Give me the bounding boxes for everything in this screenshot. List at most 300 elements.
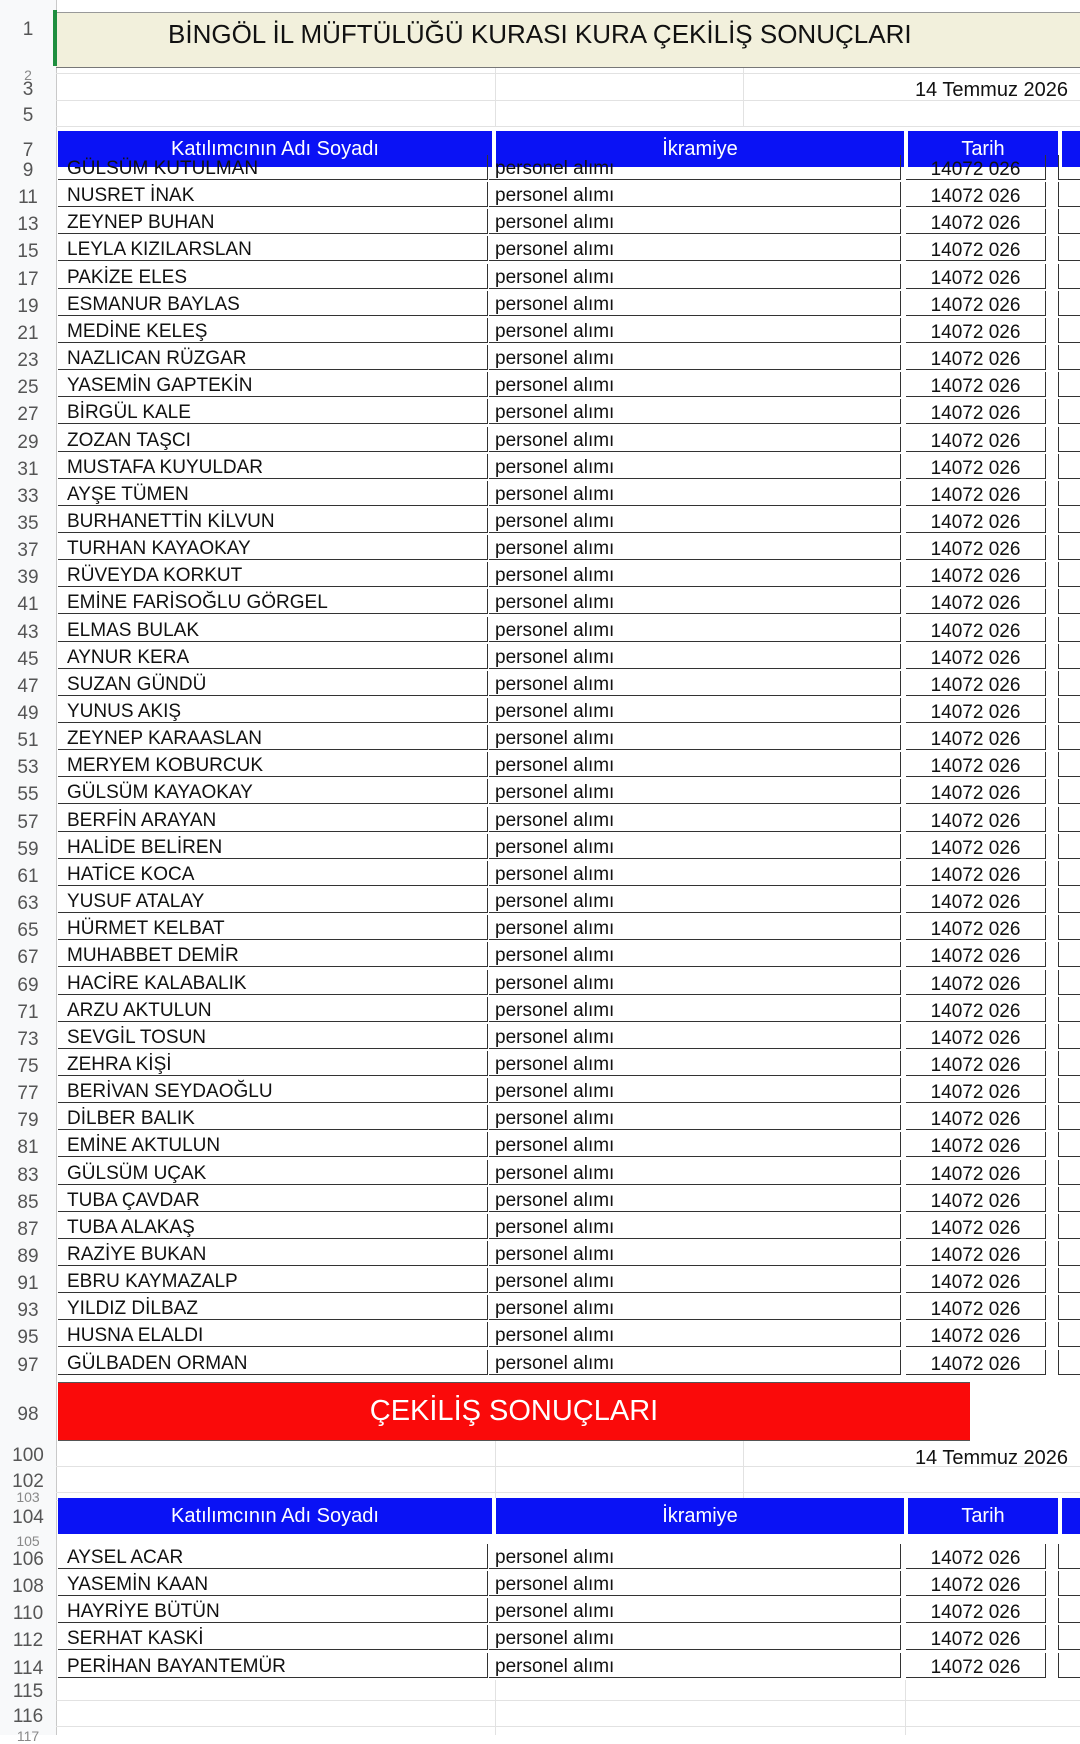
empty-cell[interactable]	[1058, 236, 1080, 261]
empty-cell[interactable]	[1058, 888, 1080, 913]
empty-cell[interactable]	[1058, 454, 1080, 479]
row-number[interactable]: 95	[17, 1327, 39, 1349]
empty-cell[interactable]	[1058, 589, 1080, 614]
participant-name-cell[interactable]: ZEYNEP KARAASLAN	[58, 725, 488, 750]
prize-cell[interactable]: personel alımı	[489, 1544, 901, 1569]
empty-cell[interactable]	[1058, 1132, 1080, 1157]
participant-name-cell[interactable]: RÜVEYDA KORKUT	[58, 562, 488, 587]
empty-cell[interactable]	[1058, 399, 1080, 424]
empty-cell[interactable]	[1058, 942, 1080, 967]
date-value-cell[interactable]: 14072 026	[906, 372, 1046, 397]
row-number[interactable]: 87	[17, 1218, 39, 1240]
date-value-cell[interactable]: 14072 026	[906, 1322, 1046, 1347]
empty-cell[interactable]	[1058, 1322, 1080, 1347]
row-number[interactable]: 47	[17, 675, 39, 697]
prize-cell[interactable]: personel alımı	[489, 942, 901, 967]
prize-cell[interactable]: personel alımı	[489, 508, 901, 533]
row-number[interactable]: 110	[12, 1603, 44, 1625]
date-value-cell[interactable]: 14072 026	[906, 182, 1046, 207]
table-row	[58, 291, 1080, 317]
prize-cell[interactable]: personel alımı	[489, 861, 901, 886]
empty-cell[interactable]	[1058, 1653, 1080, 1678]
participant-name-cell[interactable]: HAYRİYE BÜTÜN	[58, 1598, 488, 1623]
date-value-cell[interactable]: 14072 026	[906, 155, 1046, 180]
participant-name-cell[interactable]: EMİNE FARİSOĞLU GÖRGEL	[58, 589, 488, 614]
empty-cell[interactable]	[1058, 508, 1080, 533]
empty-cell[interactable]	[1058, 345, 1080, 370]
prize-cell[interactable]: personel alımı	[489, 236, 901, 261]
participant-name-cell[interactable]: YUNUS AKIŞ	[58, 698, 488, 723]
row-number[interactable]: 59	[17, 838, 39, 860]
prize-cell[interactable]: personel alımı	[489, 454, 901, 479]
date-value-cell[interactable]: 14072 026	[906, 1160, 1046, 1185]
empty-cell[interactable]	[1058, 1598, 1080, 1623]
row-number[interactable]: 11	[18, 187, 38, 209]
row-number[interactable]: 71	[17, 1001, 39, 1023]
empty-cell[interactable]	[1058, 970, 1080, 995]
row-number[interactable]: 69	[17, 974, 39, 996]
prize-cell[interactable]: personel alımı	[489, 318, 901, 343]
grid-line	[56, 1492, 1080, 1493]
participant-name-cell[interactable]: LEYLA KIZILARSLAN	[58, 236, 488, 261]
table-row	[58, 182, 1080, 208]
row-number[interactable]: 103	[16, 1489, 40, 1505]
participant-name-cell[interactable]: PAKİZE ELES	[58, 264, 488, 289]
row-number[interactable]: 21	[17, 322, 39, 344]
date-cell[interactable]: 14 Temmuz 2026	[914, 1447, 1068, 1469]
date-value-cell[interactable]: 14072 026	[906, 291, 1046, 316]
participant-name-cell[interactable]: BERİVAN SEYDAOĞLU	[58, 1078, 488, 1103]
row-number[interactable]: 85	[17, 1191, 39, 1213]
empty-cell[interactable]	[1058, 1295, 1080, 1320]
empty-cell[interactable]	[1058, 1625, 1080, 1650]
prize-cell[interactable]: personel alımı	[489, 372, 901, 397]
row-number[interactable]: 23	[17, 350, 39, 372]
date-value-cell[interactable]: 14072 026	[906, 399, 1046, 424]
participant-name-cell[interactable]: YILDIZ DİLBAZ	[58, 1295, 488, 1320]
row-number[interactable]: 17	[17, 268, 39, 290]
prize-cell[interactable]: personel alımı	[489, 1187, 901, 1212]
prize-cell[interactable]: personel alımı	[489, 617, 901, 642]
empty-cell[interactable]	[1058, 264, 1080, 289]
participant-name-cell[interactable]: SEVGİL TOSUN	[58, 1024, 488, 1049]
column-header-prize[interactable]: İkramiye	[662, 137, 738, 160]
table-row	[58, 1268, 1080, 1294]
empty-cell[interactable]	[1058, 779, 1080, 804]
prize-cell[interactable]: personel alımı	[489, 481, 901, 506]
row-number[interactable]: 81	[17, 1137, 39, 1159]
prize-cell[interactable]: personel alımı	[489, 1571, 901, 1596]
row-number[interactable]: 29	[17, 431, 39, 453]
empty-cell[interactable]	[1058, 861, 1080, 886]
date-value-cell[interactable]: 14072 026	[906, 1625, 1046, 1650]
empty-cell[interactable]	[1058, 427, 1080, 452]
empty-cell[interactable]	[1058, 1214, 1080, 1239]
row-number[interactable]: 115	[12, 1681, 44, 1702]
date-value-cell[interactable]: 14072 026	[906, 318, 1046, 343]
table-row	[58, 1322, 1080, 1348]
participant-name-cell[interactable]: SUZAN GÜNDÜ	[58, 671, 488, 696]
prize-cell[interactable]: personel alımı	[489, 535, 901, 560]
date-value-cell[interactable]: 14072 026	[906, 779, 1046, 804]
date-value-cell[interactable]: 14072 026	[906, 454, 1046, 479]
empty-cell[interactable]	[1058, 834, 1080, 859]
title-cell[interactable]	[56, 12, 1080, 68]
row-number[interactable]: 65	[17, 920, 39, 942]
row-number[interactable]: 53	[17, 757, 39, 779]
prize-cell[interactable]: personel alımı	[489, 1214, 901, 1239]
row-number[interactable]: 57	[17, 811, 39, 833]
row-number[interactable]: 104	[12, 1507, 44, 1528]
participant-name-cell[interactable]: ELMAS BULAK	[58, 617, 488, 642]
row-number[interactable]: 45	[17, 648, 39, 670]
prize-cell[interactable]: personel alımı	[489, 1132, 901, 1157]
prize-cell[interactable]: personel alımı	[489, 779, 901, 804]
prize-cell[interactable]: personel alımı	[489, 915, 901, 940]
table-row	[58, 1078, 1080, 1104]
row-number[interactable]: 37	[17, 540, 39, 562]
empty-cell[interactable]	[1058, 182, 1080, 207]
empty-cell[interactable]	[1058, 807, 1080, 832]
participant-name-cell[interactable]: ZOZAN TAŞCI	[58, 427, 488, 452]
row-number[interactable]: 108	[12, 1576, 44, 1598]
participant-name-cell[interactable]: BURHANETTİN KİLVUN	[58, 508, 488, 533]
date-value-cell[interactable]: 14072 026	[906, 752, 1046, 777]
prize-cell[interactable]: personel alımı	[489, 970, 901, 995]
date-value-cell[interactable]: 14072 026	[906, 861, 1046, 886]
row-number[interactable]: 114	[12, 1657, 44, 1679]
row-number[interactable]: 112	[12, 1630, 44, 1652]
participant-name-cell[interactable]: GÜLBADEN ORMAN	[58, 1350, 488, 1375]
participant-name-cell[interactable]: NUSRET İNAK	[58, 182, 488, 207]
date-value-cell[interactable]: 14072 026	[906, 1132, 1046, 1157]
participant-name-cell[interactable]: YUSUF ATALAY	[58, 888, 488, 913]
results-banner-text: ÇEKİLİŞ SONUÇLARI	[369, 1395, 659, 1427]
column-divider	[1058, 1498, 1062, 1534]
row-number[interactable]: 39	[17, 567, 39, 589]
table-row	[58, 644, 1080, 670]
date-value-cell[interactable]: 14072 026	[906, 1350, 1046, 1375]
date-value-cell[interactable]: 14072 026	[906, 698, 1046, 723]
empty-cell[interactable]	[1058, 155, 1080, 180]
row-number[interactable]: 3	[22, 79, 34, 100]
prize-cell[interactable]: personel alımı	[489, 834, 901, 859]
row-number[interactable]: 105	[16, 1533, 40, 1549]
date-value-cell[interactable]: 14072 026	[906, 1268, 1046, 1293]
grid-line	[495, 1680, 496, 1735]
date-value-cell[interactable]: 14072 026	[906, 1051, 1046, 1076]
prize-cell[interactable]: personel alımı	[489, 997, 901, 1022]
prize-cell[interactable]: personel alımı	[489, 1160, 901, 1185]
prize-cell[interactable]: personel alımı	[489, 1241, 901, 1266]
page-title: BİNGÖL İL MÜFTÜLÜĞÜ KURASI KURA ÇEKİLİŞ SONUÇLARI	[168, 19, 912, 49]
participant-name-cell[interactable]: EMİNE AKTULUN	[58, 1132, 488, 1157]
row-number[interactable]: 2	[24, 67, 32, 83]
prize-cell[interactable]: personel alımı	[489, 155, 901, 180]
prize-cell[interactable]: personel alımı	[489, 1625, 901, 1650]
participant-name-cell[interactable]: AYŞE TÜMEN	[58, 481, 488, 506]
empty-cell[interactable]	[1058, 752, 1080, 777]
prize-cell[interactable]: personel alımı	[489, 399, 901, 424]
participant-name-cell[interactable]: HUSNA ELALDI	[58, 1322, 488, 1347]
participant-name-cell[interactable]: NAZLICAN RÜZGAR	[58, 345, 488, 370]
prize-cell[interactable]: personel alımı	[489, 589, 901, 614]
row-number[interactable]: 13	[17, 214, 39, 236]
prize-cell[interactable]: personel alımı	[489, 807, 901, 832]
empty-cell[interactable]	[1058, 1350, 1080, 1375]
prize-cell[interactable]: personel alımı	[489, 698, 901, 723]
empty-cell[interactable]	[1058, 372, 1080, 397]
empty-cell[interactable]	[1058, 915, 1080, 940]
prize-cell[interactable]: personel alımı	[489, 1322, 901, 1347]
date-value-cell[interactable]: 14072 026	[906, 1295, 1046, 1320]
empty-cell[interactable]	[1058, 1024, 1080, 1049]
date-value-cell[interactable]: 14072 026	[906, 888, 1046, 913]
date-value-cell[interactable]: 14072 026	[906, 209, 1046, 234]
column-header-date[interactable]: Tarih	[961, 137, 1005, 160]
row-number[interactable]: 7	[22, 140, 34, 161]
row-number[interactable]: 83	[17, 1164, 39, 1186]
date-value-cell[interactable]: 14072 026	[906, 671, 1046, 696]
date-value-cell[interactable]: 14072 026	[906, 807, 1046, 832]
participant-name-cell[interactable]: BİRGÜL KALE	[58, 399, 488, 424]
empty-cell[interactable]	[1058, 1105, 1080, 1130]
prize-cell[interactable]: personel alımı	[489, 1024, 901, 1049]
empty-cell[interactable]	[1058, 291, 1080, 316]
prize-cell[interactable]: personel alımı	[489, 725, 901, 750]
empty-cell[interactable]	[1058, 1187, 1080, 1212]
prize-cell[interactable]: personel alımı	[489, 644, 901, 669]
date-value-cell[interactable]: 14072 026	[906, 617, 1046, 642]
participant-name-cell[interactable]: AYSEL ACAR	[58, 1544, 488, 1569]
row-number[interactable]: 25	[17, 377, 39, 399]
grid-line	[743, 1440, 744, 1500]
participant-name-cell[interactable]: GÜLSÜM UÇAK	[58, 1160, 488, 1185]
participant-name-cell[interactable]: SERHAT KASKİ	[58, 1625, 488, 1650]
empty-cell[interactable]	[1058, 671, 1080, 696]
participant-name-cell[interactable]: ZEYNEP BUHAN	[58, 209, 488, 234]
prize-cell[interactable]: personel alımı	[489, 1078, 901, 1103]
row-number[interactable]: 19	[17, 295, 39, 317]
date-value-cell[interactable]: 14072 026	[906, 535, 1046, 560]
empty-cell[interactable]	[1058, 644, 1080, 669]
date-value-cell[interactable]: 14072 026	[906, 997, 1046, 1022]
row-number[interactable]: 55	[17, 784, 39, 806]
participant-name-cell[interactable]: TUBA ALAKAŞ	[58, 1214, 488, 1239]
prize-cell[interactable]: personel alımı	[489, 1350, 901, 1375]
participant-name-cell[interactable]: EBRU KAYMAZALP	[58, 1268, 488, 1293]
row-number[interactable]: 51	[17, 730, 39, 752]
date-value-cell[interactable]: 14072 026	[906, 508, 1046, 533]
row-number[interactable]: 5	[22, 105, 34, 126]
column-header-prize[interactable]: İkramiye	[662, 1504, 738, 1527]
participant-name-cell[interactable]: TUBA ÇAVDAR	[58, 1187, 488, 1212]
prize-cell[interactable]: personel alımı	[489, 562, 901, 587]
participant-name-cell[interactable]: ZEHRA KİŞİ	[58, 1051, 488, 1076]
prize-cell[interactable]: personel alımı	[489, 1051, 901, 1076]
empty-cell[interactable]	[1058, 997, 1080, 1022]
table-row	[58, 698, 1080, 724]
participant-name-cell[interactable]: MUSTAFA KUYULDAR	[58, 454, 488, 479]
participant-name-cell[interactable]: ARZU AKTULUN	[58, 997, 488, 1022]
prize-cell[interactable]: personel alımı	[489, 345, 901, 370]
empty-cell[interactable]	[1058, 1571, 1080, 1596]
participant-name-cell[interactable]: HÜRMET KELBAT	[58, 915, 488, 940]
row-number[interactable]: 75	[17, 1055, 39, 1077]
table-row	[58, 508, 1080, 534]
date-value-cell[interactable]: 14072 026	[906, 1598, 1046, 1623]
empty-cell[interactable]	[1058, 617, 1080, 642]
empty-cell[interactable]	[1058, 1160, 1080, 1185]
prize-cell[interactable]: personel alımı	[489, 209, 901, 234]
empty-cell[interactable]	[1058, 562, 1080, 587]
row-number[interactable]: 1	[22, 19, 34, 40]
column-header-name[interactable]: Katılımcının Adı Soyadı	[171, 1504, 379, 1527]
empty-cell[interactable]	[1058, 1051, 1080, 1076]
prize-cell[interactable]: personel alımı	[489, 752, 901, 777]
empty-cell[interactable]	[1058, 318, 1080, 343]
prize-cell[interactable]: personel alımı	[489, 888, 901, 913]
row-number[interactable]: 31	[17, 458, 39, 480]
empty-cell[interactable]	[1058, 1078, 1080, 1103]
date-value-cell[interactable]: 14072 026	[906, 942, 1046, 967]
date-value-cell[interactable]: 14072 026	[906, 970, 1046, 995]
row-number[interactable]: 61	[17, 865, 39, 887]
participant-name-cell[interactable]: MEDİNE KELEŞ	[58, 318, 488, 343]
row-number[interactable]: 89	[17, 1246, 39, 1267]
participant-name-cell[interactable]: PERİHAN BAYANTEMÜR	[58, 1653, 488, 1678]
empty-cell[interactable]	[1058, 1241, 1080, 1266]
prize-cell[interactable]: personel alımı	[489, 1268, 901, 1293]
date-value-cell[interactable]: 14072 026	[906, 1653, 1046, 1678]
row-number[interactable]: 43	[17, 621, 39, 643]
empty-cell[interactable]	[1058, 535, 1080, 560]
date-value-cell[interactable]: 14072 026	[906, 589, 1046, 614]
empty-cell[interactable]	[1058, 698, 1080, 723]
date-value-cell[interactable]: 14072 026	[906, 427, 1046, 452]
table-row	[58, 454, 1080, 480]
date-value-cell[interactable]: 14072 026	[906, 264, 1046, 289]
row-number[interactable]: 9	[22, 160, 34, 181]
participant-name-cell[interactable]: GÜLSÜM KUTULMAN	[58, 155, 488, 180]
participant-name-cell[interactable]: HATİCE KOCA	[58, 861, 488, 886]
prize-cell[interactable]: personel alımı	[489, 1598, 901, 1623]
row-number[interactable]: 116	[12, 1706, 44, 1727]
row-number[interactable]: 77	[17, 1083, 39, 1105]
table-row	[58, 997, 1080, 1023]
table-row	[58, 1187, 1080, 1213]
row-number[interactable]: 49	[17, 703, 39, 724]
date-value-cell[interactable]: 14072 026	[906, 1187, 1046, 1212]
empty-cell[interactable]	[1058, 481, 1080, 506]
empty-cell[interactable]	[1058, 209, 1080, 234]
date-value-cell[interactable]: 14072 026	[906, 1105, 1046, 1130]
row-number[interactable]: 98	[17, 1404, 39, 1425]
row-number[interactable]: 117	[16, 1728, 40, 1744]
date-cell[interactable]: 14 Temmuz 2026	[914, 79, 1068, 101]
participant-name-cell[interactable]: ESMANUR BAYLAS	[58, 291, 488, 316]
row-number[interactable]: 27	[17, 404, 39, 426]
participant-name-cell[interactable]: BERFİN ARAYAN	[58, 807, 488, 832]
table-header	[58, 1498, 1080, 1534]
participant-name-cell[interactable]: YASEMİN GAPTEKİN	[58, 372, 488, 397]
participant-name-cell[interactable]: MUHABBET DEMİR	[58, 942, 488, 967]
participant-name-cell[interactable]: MERYEM KOBURCUK	[58, 752, 488, 777]
row-number[interactable]: 63	[17, 893, 39, 915]
table-row	[58, 942, 1080, 968]
participant-name-cell[interactable]: DİLBER BALIK	[58, 1105, 488, 1130]
date-value-cell[interactable]: 14072 026	[906, 1241, 1046, 1266]
row-number[interactable]: 97	[17, 1354, 39, 1376]
date-value-cell[interactable]: 14072 026	[906, 834, 1046, 859]
prize-cell[interactable]: personel alımı	[489, 671, 901, 696]
date-value-cell[interactable]: 14072 026	[906, 725, 1046, 750]
date-value-cell[interactable]: 14072 026	[906, 1571, 1046, 1596]
prize-cell[interactable]: personel alımı	[489, 427, 901, 452]
date-value-cell[interactable]: 14072 026	[906, 562, 1046, 587]
date-value-cell[interactable]: 14072 026	[906, 1214, 1046, 1239]
date-value-cell[interactable]: 14072 026	[906, 1024, 1046, 1049]
results-banner[interactable]	[58, 1382, 970, 1441]
participant-name-cell[interactable]: HALİDE BELİREN	[58, 834, 488, 859]
date-value-cell[interactable]: 14072 026	[906, 915, 1046, 940]
row-number[interactable]: 100	[12, 1445, 44, 1466]
table-row	[58, 888, 1080, 914]
date-value-cell[interactable]: 14072 026	[906, 481, 1046, 506]
date-value-cell[interactable]: 14072 026	[906, 644, 1046, 669]
prize-cell[interactable]: personel alımı	[489, 1105, 901, 1130]
row-number[interactable]: 91	[17, 1273, 39, 1295]
prize-cell[interactable]: personel alımı	[489, 264, 901, 289]
grid-line	[56, 73, 1080, 74]
row-number[interactable]: 33	[17, 485, 39, 507]
row-number[interactable]: 79	[17, 1110, 39, 1132]
date-value-cell[interactable]: 14072 026	[906, 345, 1046, 370]
column-header-name[interactable]: Katılımcının Adı Soyadı	[171, 137, 379, 160]
participant-name-cell[interactable]: GÜLSÜM KAYAOKAY	[58, 779, 488, 804]
row-number[interactable]: 15	[17, 241, 39, 263]
prize-cell[interactable]: personel alımı	[489, 291, 901, 316]
row-number[interactable]: 102	[12, 1471, 44, 1492]
participant-name-cell[interactable]: AYNUR KERA	[58, 644, 488, 669]
table-row	[58, 834, 1080, 860]
row-number[interactable]: 41	[17, 594, 39, 616]
prize-cell[interactable]: personel alımı	[489, 1295, 901, 1320]
row-number[interactable]: 73	[17, 1028, 39, 1050]
participant-name-cell[interactable]: HACİRE KALABALIK	[58, 970, 488, 995]
row-number[interactable]: 67	[17, 947, 39, 969]
table-row	[58, 155, 1080, 181]
date-value-cell[interactable]: 14072 026	[906, 236, 1046, 261]
table-row	[58, 589, 1080, 615]
participant-name-cell[interactable]: TURHAN KAYAOKAY	[58, 535, 488, 560]
table-row	[58, 1544, 1080, 1570]
row-number[interactable]: 35	[17, 512, 39, 534]
column-header-date[interactable]: Tarih	[961, 1504, 1005, 1527]
participant-name-cell[interactable]: RAZİYE BUKAN	[58, 1241, 488, 1266]
date-value-cell[interactable]: 14072 026	[906, 1078, 1046, 1103]
row-number[interactable]: 93	[17, 1300, 39, 1322]
row-number[interactable]: 106	[12, 1549, 44, 1570]
prize-cell[interactable]: personel alımı	[489, 182, 901, 207]
participant-name-cell[interactable]: YASEMİN KAAN	[58, 1571, 488, 1596]
empty-cell[interactable]	[1058, 725, 1080, 750]
prize-cell[interactable]: personel alımı	[489, 1653, 901, 1678]
date-value-cell[interactable]: 14072 026	[906, 1544, 1046, 1569]
empty-cell[interactable]	[1058, 1544, 1080, 1569]
grid-line	[56, 1700, 1080, 1701]
empty-cell[interactable]	[1058, 1268, 1080, 1293]
